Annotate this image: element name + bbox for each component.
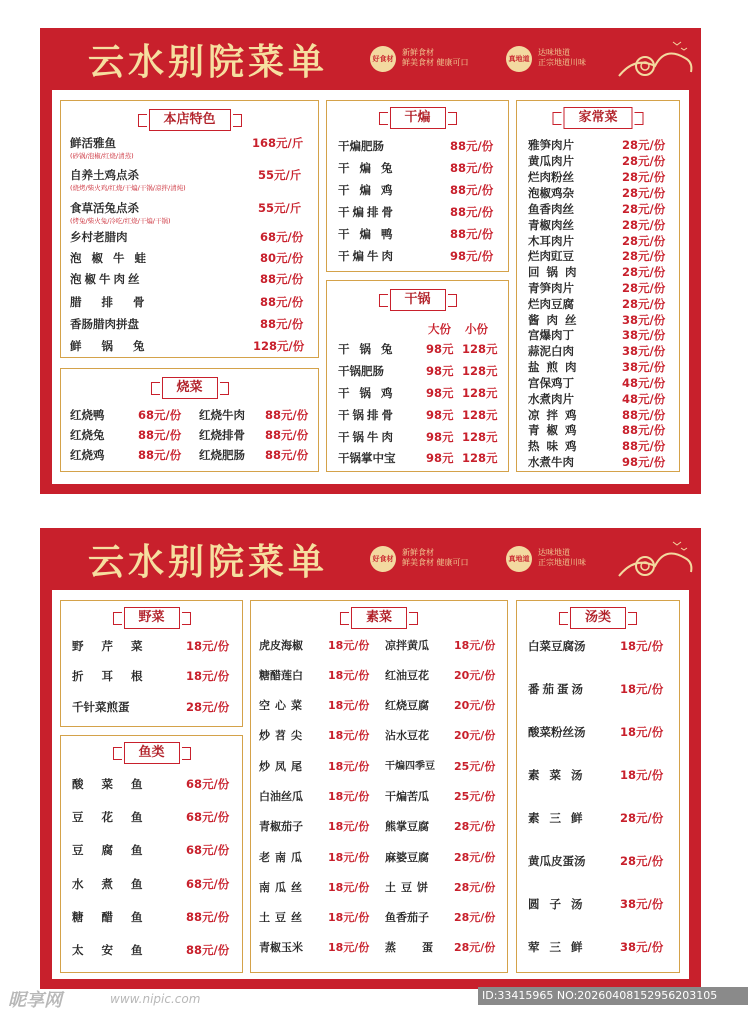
dish-name: 红烧豆腐: [385, 699, 429, 712]
dish-price: 18元/份: [620, 639, 664, 653]
dish-price: 68元/份: [186, 777, 230, 791]
section-soup: [516, 600, 680, 973]
seal-badge: 好食材: [370, 46, 396, 72]
dish-price: 68元/份: [186, 810, 230, 824]
section-title: 家常菜: [563, 107, 632, 129]
dish-price: 28元/份: [622, 218, 666, 232]
seal-badge: 好食材: [370, 546, 396, 572]
dish-price: 18元/份: [328, 699, 370, 712]
dish-name: 圆子汤: [528, 897, 593, 911]
dish-name: 青笋肉片: [528, 281, 574, 295]
cloud-ornament-icon: [615, 36, 695, 82]
dish-name: 烂肉豇豆: [528, 249, 574, 263]
section-title: 烧菜: [161, 377, 217, 399]
dish-name: 酸菜鱼: [72, 777, 161, 791]
dish-name: 素菜汤: [528, 768, 593, 782]
dish-price: 18元/份: [328, 669, 370, 682]
dish-name: 凉拌黄瓜: [385, 639, 429, 652]
dish-price: 80元/份: [260, 251, 304, 265]
dish-price: 68元/份: [186, 843, 230, 857]
dish-name: 自养土鸡点杀: [70, 168, 139, 182]
dish-price: 88元/份: [260, 317, 304, 331]
dish-price: 28元/份: [622, 281, 666, 295]
dish-price: 128元: [462, 408, 498, 422]
dish-name: 青椒玉米: [259, 941, 303, 954]
dish-price: 68元/份: [186, 877, 230, 891]
dish-name: 干锅肥肠: [338, 364, 384, 378]
dish-price: 20元/份: [454, 699, 496, 712]
dish-name: 野芹菜: [72, 639, 161, 653]
small-size-label: 小份: [465, 322, 488, 336]
dish-price: 18元/份: [328, 639, 370, 652]
dish-name: 水煮牛肉: [528, 455, 574, 469]
dish-name: 青椒肉丝: [528, 218, 574, 232]
dish-name: 热味鸡: [528, 439, 584, 453]
dish-name: 香肠腊肉拼盘: [70, 317, 139, 331]
dish-price: 28元/份: [620, 854, 664, 868]
dish-price: 18元/份: [328, 941, 370, 954]
dish-price: 128元: [462, 342, 498, 356]
dish-price: 25元/份: [454, 790, 496, 803]
dish-name: 干煸肥肠: [338, 139, 384, 153]
dish-price: 88元/份: [450, 205, 494, 219]
watermark-logo: 昵享网: [8, 990, 62, 1011]
menu-title: 云水别院菜单: [88, 41, 329, 83]
watermark-site: www.nipic.com: [110, 992, 201, 1006]
dish-name: 红烧牛肉: [199, 408, 245, 422]
dish-name: 红烧鸡: [70, 448, 105, 462]
dish-price: 18元/份: [620, 682, 664, 696]
dish-name: 酸菜粉丝汤: [528, 725, 586, 739]
dish-name: 雅笋肉片: [528, 138, 574, 152]
seal-badge: 真地道: [506, 546, 532, 572]
dish-price: 68元/份: [260, 230, 304, 244]
menu-header: [40, 528, 701, 590]
dish-name: 土豆饼: [385, 881, 433, 894]
dish-name: 红烧兔: [70, 428, 105, 442]
dish-name: 干煸鸭: [338, 227, 403, 241]
dish-price: 38元/份: [622, 360, 666, 374]
dish-name: 泡椒牛肉丝: [70, 272, 143, 286]
dish-price: 68元/份: [138, 408, 182, 422]
dish-price: 88元/份: [260, 272, 304, 286]
dish-name: 盐煎肉: [528, 360, 584, 374]
dish-name: 蒸蛋: [385, 941, 459, 954]
dish-name: 鲜活雅鱼: [70, 136, 116, 150]
dish-price: 28元/份: [622, 138, 666, 152]
section-title: 素菜: [351, 607, 407, 629]
dish-name: 麻婆豆腐: [385, 851, 429, 864]
dish-price: 18元/份: [328, 881, 370, 894]
dish-price: 28元/份: [622, 186, 666, 200]
dish-name: 宫保鸡丁: [528, 376, 574, 390]
dish-price: 28元/份: [622, 202, 666, 216]
dish-name: 泡椒鸡杂: [528, 186, 574, 200]
dish-name: 干锅兔: [338, 342, 403, 356]
dish-price: 18元/份: [328, 760, 370, 773]
slogan-left: 新鲜食材 鲜美食材 健康可口: [402, 48, 469, 67]
dish-price: 88元/份: [450, 139, 494, 153]
dish-name: 老南瓜: [259, 851, 307, 864]
dish-name: 酱肉丝: [528, 313, 584, 327]
dish-name: 白菜豆腐汤: [528, 639, 586, 653]
dish-name: 豆腐鱼: [72, 843, 161, 857]
dish-name: 食草活兔点杀: [70, 201, 139, 215]
dish-name: 土豆丝: [259, 911, 307, 924]
dish-name: 炒凤尾: [259, 760, 307, 773]
dish-price: 18元/份: [328, 820, 370, 833]
dish-name: 折耳根: [72, 669, 161, 683]
dish-price: 38元/份: [622, 344, 666, 358]
menu-title: 云水别院菜单: [88, 541, 329, 583]
dish-name: 水煮鱼: [72, 877, 161, 891]
dish-price: 28元/份: [454, 820, 496, 833]
dish-price: 28元/份: [622, 249, 666, 263]
dish-name: 干锅排骨: [338, 408, 396, 422]
dish-price: 55元/斤: [258, 168, 302, 182]
dish-price: 20元/份: [454, 729, 496, 742]
dish-name: 乡村老腊肉: [70, 230, 128, 244]
dish-price: 88元/份: [622, 439, 666, 453]
dish-price: 28元/份: [622, 170, 666, 184]
dish-price: 88元/份: [450, 227, 494, 241]
dish-name: 回锅肉: [528, 265, 584, 279]
dish-price: 88元/份: [265, 448, 309, 462]
dish-name: 沾水豆花: [385, 729, 429, 742]
dish-note: (烤兔/柴火兔/冷吃/红烧/干煸/干锅): [70, 217, 171, 225]
dish-name: 干煸鸡: [338, 183, 403, 197]
dish-price: 28元/份: [622, 297, 666, 311]
dish-price: 28元/份: [454, 851, 496, 864]
watermark-id: ID:33415965 NO:20260408152956203105: [478, 987, 748, 1005]
dish-name: 荤三鲜: [528, 940, 593, 954]
dish-name: 红烧肥肠: [199, 448, 245, 462]
dish-price: 128元: [462, 430, 498, 444]
dish-name: 干煸牛肉: [338, 249, 396, 263]
dish-name: 豆花鱼: [72, 810, 161, 824]
dish-price: 28元/份: [622, 154, 666, 168]
dish-name: 凉拌鸡: [528, 408, 584, 422]
dish-name: 鱼香茄子: [385, 911, 429, 924]
dish-name: 炒苕尖: [259, 729, 307, 742]
dish-name: 糖醋鱼: [72, 910, 161, 924]
dish-price: 88元/份: [186, 910, 230, 924]
dish-price: 98元: [426, 451, 454, 465]
dish-name: 干煸兔: [338, 161, 403, 175]
dish-name: 红油豆花: [385, 669, 429, 682]
dish-name: 红烧鸭: [70, 408, 105, 422]
dish-price: 98元/份: [450, 249, 494, 263]
dish-name: 宫爆肉丁: [528, 328, 574, 342]
dish-price: 88元/份: [260, 295, 304, 309]
dish-name: 烂肉豆腐: [528, 297, 574, 311]
dish-name: 白油丝瓜: [259, 790, 303, 803]
dish-name: 太安鱼: [72, 943, 161, 957]
dish-price: 38元/份: [622, 313, 666, 327]
dish-price: 88元/份: [265, 408, 309, 422]
dish-name: 黄瓜皮蛋汤: [528, 854, 586, 868]
cloud-ornament-icon: [615, 536, 695, 582]
dish-name: 鱼香肉丝: [528, 202, 574, 216]
dish-price: 18元/份: [328, 729, 370, 742]
seal-badge: 真地道: [506, 46, 532, 72]
dish-price: 168元/斤: [252, 136, 304, 150]
dish-price: 28元/份: [620, 811, 664, 825]
section-title: 汤类: [570, 607, 626, 629]
dish-note: (砂锅/泡椒/红烧/清蒸): [70, 152, 134, 160]
dish-price: 38元/份: [620, 940, 664, 954]
dish-price: 18元/份: [454, 639, 496, 652]
dish-price: 28元/份: [454, 941, 496, 954]
dish-price: 28元/份: [454, 911, 496, 924]
section-title: 干煸: [389, 107, 445, 129]
dish-name: 青椒鸡: [528, 423, 584, 437]
dish-price: 88元/份: [622, 423, 666, 437]
dish-note: (烧烤/柴火鸡/红烧/干煸/干锅/凉拌/清炖): [70, 184, 186, 192]
dish-name: 糖醋莲白: [259, 669, 303, 682]
dish-name: 泡椒牛蛙: [70, 251, 156, 265]
dish-name: 烂肉粉丝: [528, 170, 574, 184]
dish-price: 20元/份: [454, 669, 496, 682]
dish-name: 素三鲜: [528, 811, 593, 825]
dish-name: 干锅掌中宝: [338, 451, 396, 465]
dish-name: 黄瓜肉片: [528, 154, 574, 168]
dish-name: 千针菜煎蛋: [72, 700, 130, 714]
section-title: 鱼类: [123, 742, 179, 764]
dish-price: 88元/份: [450, 161, 494, 175]
dish-price: 88元/份: [138, 428, 182, 442]
dish-name: 干煸苦瓜: [385, 790, 429, 803]
dish-price: 28元/份: [186, 700, 230, 714]
dish-price: 128元: [462, 451, 498, 465]
dish-price: 98元: [426, 430, 454, 444]
dish-price: 18元/份: [328, 851, 370, 864]
dish-price: 28元/份: [454, 881, 496, 894]
dish-price: 18元/份: [328, 911, 370, 924]
dish-price: 28元/份: [622, 265, 666, 279]
dish-name: 红烧排骨: [199, 428, 245, 442]
dish-price: 98元: [426, 386, 454, 400]
dish-name: 虎皮海椒: [259, 639, 303, 652]
dish-price: 98元: [426, 342, 454, 356]
slogan-right: 达味地道 正宗地道川味: [538, 548, 586, 567]
dish-name: 干煸排骨: [338, 205, 396, 219]
menu-header: [40, 28, 701, 90]
dish-name: 蒜泥白肉: [528, 344, 574, 358]
dish-price: 38元/份: [622, 328, 666, 342]
dish-price: 28元/份: [622, 234, 666, 248]
dish-price: 55元/斤: [258, 201, 302, 215]
section-title: 干锅: [389, 289, 445, 311]
slogan-right: 达味地道 正宗地道川味: [538, 48, 586, 67]
dish-price: 88元/份: [138, 448, 182, 462]
dish-price: 128元: [462, 364, 498, 378]
dish-name: 干锅牛肉: [338, 430, 396, 444]
dish-name: 青椒茄子: [259, 820, 303, 833]
dish-name: 番茄蛋汤: [528, 682, 586, 696]
section-title: 本店特色: [148, 109, 230, 131]
dish-name: 熊掌豆腐: [385, 820, 429, 833]
dish-price: 48元/份: [622, 392, 666, 406]
large-size-label: 大份: [428, 322, 451, 336]
dish-name: 空心菜: [259, 699, 307, 712]
dish-price: 18元/份: [620, 725, 664, 739]
dish-name: 鲜锅兔: [70, 339, 165, 353]
dish-price: 38元/份: [620, 897, 664, 911]
dish-name: 腊排骨: [70, 295, 165, 309]
dish-price: 48元/份: [622, 376, 666, 390]
dish-price: 88元/份: [186, 943, 230, 957]
dish-price: 128元: [462, 386, 498, 400]
dish-price: 128元/份: [253, 339, 305, 353]
dish-price: 18元/份: [186, 639, 230, 653]
dish-price: 25元/份: [454, 760, 496, 773]
dish-price: 18元/份: [620, 768, 664, 782]
dish-name: 水煮肉片: [528, 392, 574, 406]
dish-price: 98元: [426, 408, 454, 422]
dish-price: 98元/份: [622, 455, 666, 469]
dish-price: 88元/份: [622, 408, 666, 422]
section-title: 野菜: [123, 607, 179, 629]
dish-name: 木耳肉片: [528, 234, 574, 248]
slogan-left: 新鲜食材 鲜美食材 健康可口: [402, 548, 469, 567]
dish-price: 88元/份: [265, 428, 309, 442]
dish-price: 88元/份: [450, 183, 494, 197]
dish-name: 干煸四季豆: [385, 761, 435, 772]
dish-price: 18元/份: [186, 669, 230, 683]
dish-price: 98元: [426, 364, 454, 378]
dish-name: 南瓜丝: [259, 881, 307, 894]
dish-price: 18元/份: [328, 790, 370, 803]
dish-name: 干锅鸡: [338, 386, 403, 400]
